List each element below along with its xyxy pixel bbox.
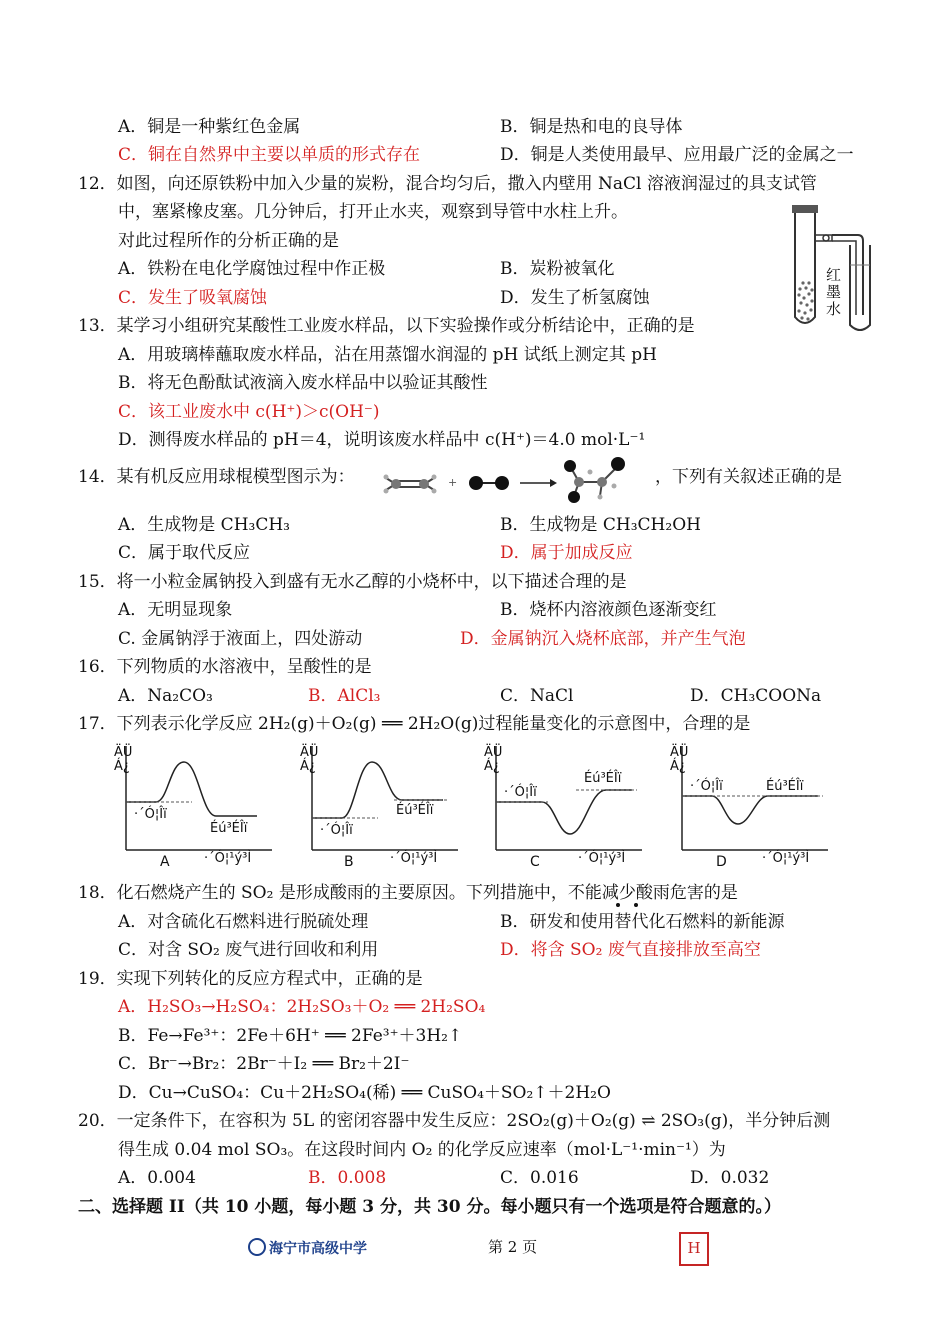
q12-option-c: C．发生了吸氧腐蚀: [118, 288, 268, 308]
y-axis-label-bottom: Á¿: [114, 759, 130, 774]
q13-option-a: A．用玻璃棒蘸取废水样品，沾在用蒸馏水润湿的 pH 试纸上测定其 pH: [118, 345, 657, 365]
y-axis-label-bottom: Á¿: [300, 759, 316, 774]
q17-stem: 17．下列表示化学反应 2H₂(g)＋O₂(g) ══ 2H₂O(g)过程能量变化的示意图中，合理的是: [78, 714, 751, 734]
q18-option-a: A．对含硫化石燃料进行脱硫处理: [118, 912, 369, 932]
energy-graph-a: [112, 740, 277, 875]
reactant-label: ·´Ó¦Îï: [134, 807, 167, 822]
q15-stem: 15．将一小粒金属钠投入到盛有无水乙醇的小烧杯中，以下描述合理的是: [78, 572, 627, 592]
q16-option-a: A．Na₂CO₃: [118, 686, 213, 706]
page-number: 第 2 页: [488, 1238, 538, 1256]
ball-stick-model-figure: [382, 452, 652, 504]
q13-option-b: B．将无色酚酞试液滴入废水样品中以验证其酸性: [118, 373, 488, 393]
section-2-heading: 二、选择题 II（共 10 小题，每小题 3 分，共 30 分。每小题只有一个选项是符合题意的。）: [78, 1197, 781, 1217]
y-axis-label-top: ÄÜ: [670, 745, 689, 760]
reactant-label: ·´Ó¦Îï: [320, 823, 353, 838]
q14-option-a: A．生成物是 CH₃CH₃: [118, 515, 290, 535]
energy-graph-b: [298, 740, 463, 875]
graph-letter: B: [344, 854, 354, 870]
q18-option-d: D．将含 SO₂ 废气直接排放至高空: [500, 940, 761, 960]
y-axis-label-top: ÄÜ: [484, 745, 503, 760]
product-label: Éú³ÉÎï: [584, 771, 622, 786]
q19-option-d: D．Cu→CuSO₄：Cu＋2H₂SO₄(稀) ══ CuSO₄＋SO₂↑＋2H₂O: [118, 1083, 611, 1103]
x-axis-label: ·´Ó¦¹ý³Ì: [390, 851, 438, 866]
q12-stem-line1: 12．如图，向还原铁粉中加入少量的炭粉，混合均匀后，撒入内壁用 NaCl 溶液润湿过的具支试管: [78, 174, 817, 194]
q11-option-c: C．铜在自然界中主要以单质的形式存在: [118, 145, 421, 165]
q19-option-c: C．Br⁻→Br₂：2Br⁻＋I₂ ══ Br₂＋2I⁻: [118, 1054, 410, 1074]
q19-option-a: A．H₂SO₃→H₂SO₄：2H₂SO₃＋O₂ ══ 2H₂SO₄: [118, 997, 486, 1017]
y-axis-label-top: ÄÜ: [114, 745, 133, 760]
emphasis-dot: [616, 903, 620, 907]
q20-option-b: B．0.008: [308, 1168, 387, 1188]
y-axis-label-bottom: Á¿: [484, 759, 500, 774]
q12-stem-line3: 对此过程所作的分析正确的是: [118, 231, 339, 251]
x-axis-label: ·´Ó¦¹ý³Ì: [762, 851, 810, 866]
graph-letter: C: [530, 854, 540, 870]
q11-option-a: A．铜是一种紫红色金属: [118, 117, 301, 137]
q15-option-d: D．金属钠沉入烧杯底部，并产生气泡: [460, 629, 746, 649]
q12-option-b: B．炭粉被氧化: [500, 259, 615, 279]
q18-stem: 18．化石燃烧产生的 SO₂ 是形成酸雨的主要原因。下列措施中，不能减少酸雨危害的是: [78, 883, 738, 903]
figure-label-char: 红: [826, 266, 842, 284]
y-axis-label-bottom: Á¿: [670, 759, 686, 774]
q20-option-c: C．0.016: [500, 1168, 579, 1188]
q16-option-c: C．NaCl: [500, 686, 574, 706]
q13-option-c: C．该工业废水中 c(H⁺)＞c(OH⁻): [118, 402, 380, 422]
graph-letter: A: [160, 854, 170, 870]
q15-option-b: B．烧杯内溶液颜色逐渐变红: [500, 600, 717, 620]
product-label: Éú³ÉÎï: [396, 803, 434, 818]
y-axis-label-top: ÄÜ: [300, 745, 319, 760]
q14-stem-end: ，下列有关叙述正确的是: [655, 467, 842, 487]
product-label: Éú³ÉÎï: [210, 821, 248, 836]
q18-option-c: C．对含 SO₂ 废气进行回收和利用: [118, 940, 379, 960]
test-tube-apparatus-figure: [788, 205, 880, 333]
reactant-label: ·´Ó¦Îï: [504, 785, 537, 800]
q14-stem-start: 14．某有机反应用球棍模型图示为：: [78, 467, 355, 487]
q15-option-c: C. 金属钠浮于液面上，四处游动: [118, 629, 363, 649]
q14-option-c: C．属于取代反应: [118, 543, 251, 563]
q19-stem: 19．实现下列转化的反应方程式中，正确的是: [78, 969, 423, 989]
graph-letter: D: [716, 854, 727, 870]
q16-stem: 16．下列物质的水溶液中，呈酸性的是: [78, 657, 372, 677]
x-axis-label: ·´Ó¦¹ý³Ì: [204, 851, 252, 866]
figure-label-char: 水: [826, 300, 842, 318]
q12-option-a: A．铁粉在电化学腐蚀过程中作正极: [118, 259, 386, 279]
q11-option-d: D．铜是人类使用最早、应用最广泛的金属之一: [500, 145, 854, 165]
q20-stem-line2: 得生成 0.04 mol SO₃。在这段时间内 O₂ 的化学反应速率（mol·L⁻¹·min⁻¹）为: [118, 1140, 726, 1160]
q13-stem: 13．某学习小组研究某酸性工业废水样品，以下实验操作或分析结论中，正确的是: [78, 316, 695, 336]
product-label: Éú³ÉÎï: [766, 779, 804, 794]
q13-option-d: D．测得废水样品的 pH＝4，说明该废水样品中 c(H⁺)＝4.0 mol·L⁻¹: [118, 430, 646, 450]
q16-option-d: D．CH₃COONa: [690, 686, 822, 706]
q20-option-d: D．0.032: [690, 1168, 770, 1188]
school-logo: [248, 1238, 367, 1258]
reactant-label: ·´Ó¦Îï: [690, 779, 723, 794]
energy-graph-c: [482, 740, 647, 875]
school-name: 海宁市高级中学: [269, 1241, 367, 1257]
q16-option-b: B．AlCl₃: [308, 686, 381, 706]
plus-sign: +: [448, 476, 458, 489]
q14-option-b: B．生成物是 CH₃CH₂OH: [500, 515, 701, 535]
q18-option-b: B．研发和使用替代化石燃料的新能源: [500, 912, 785, 932]
q12-option-d: D．发生了析氢腐蚀: [500, 288, 650, 308]
q15-option-a: A．无明显现象: [118, 600, 233, 620]
q20-stem-line1: 20．一定条件下，在容积为 5L 的密闭容器中发生反应：2SO₂(g)＋O₂(g) ⇌ 2SO₃(g)，半分钟后测: [78, 1111, 831, 1131]
figure-label-char: 墨: [826, 283, 842, 301]
x-axis-label: ·´Ó¦¹ý³Ì: [578, 851, 626, 866]
energy-graph-d: [668, 740, 833, 875]
q11-option-b: B．铜是热和电的良导体: [500, 117, 683, 137]
emphasis-dot: [634, 903, 638, 907]
q14-option-d: D．属于加成反应: [500, 543, 633, 563]
q12-stem-line2: 中，塞紧橡皮塞。几分钟后，打开止水夹，观察到导管中水柱上升。: [118, 202, 628, 222]
school-emblem-icon: [248, 1238, 266, 1256]
q19-option-b: B．Fe→Fe³⁺：2Fe＋6H⁺ ══ 2Fe³⁺＋3H₂↑: [118, 1026, 463, 1046]
q20-option-a: A．0.004: [118, 1168, 196, 1188]
seal-stamp: H: [679, 1232, 709, 1266]
